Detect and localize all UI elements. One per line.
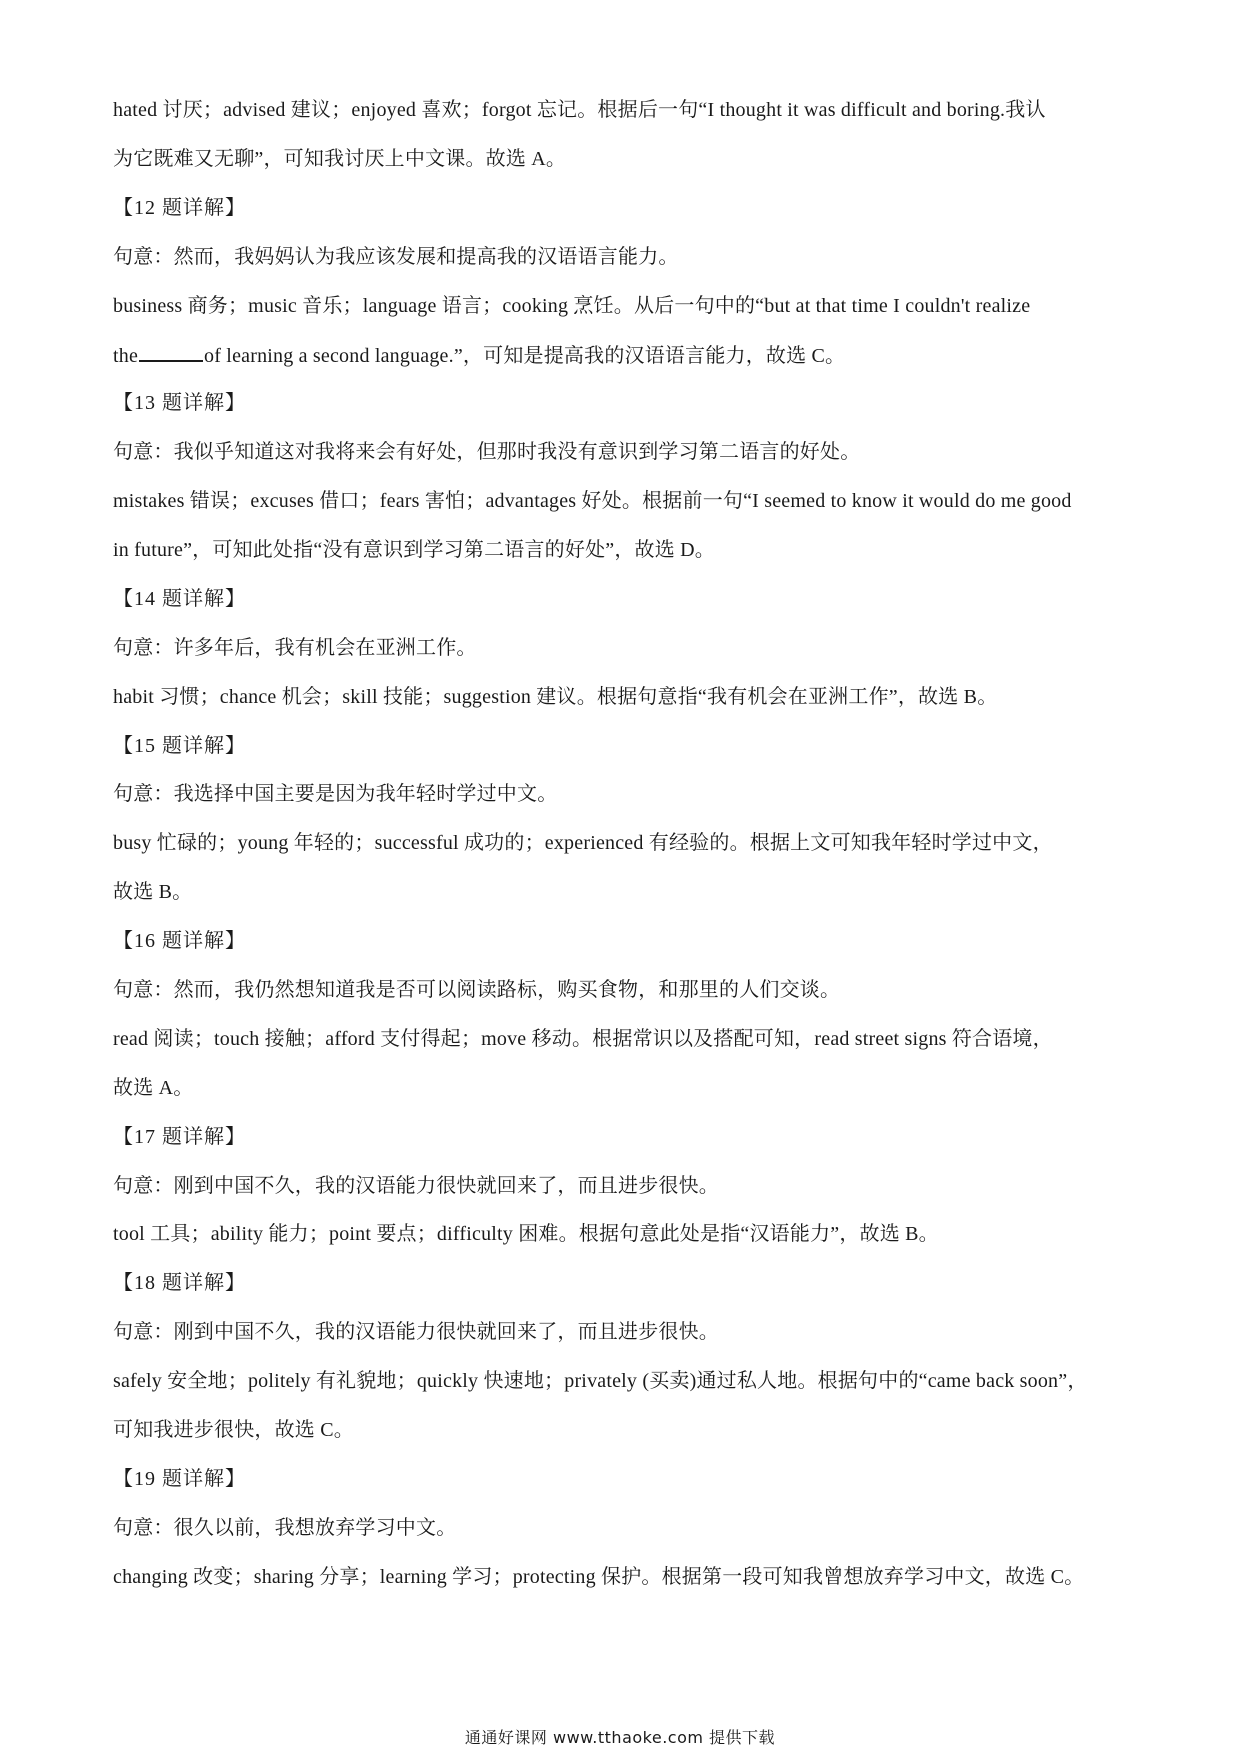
page-footer: 通通好课网 www.tthaoke.com 提供下载 (464, 1728, 776, 1747)
text-before-blank: the (113, 345, 139, 368)
text-line: busy 忙碌的；young 年轻的；successful 成功的；experienced 有经验的。根据上文可知我年轻时学过中文， (113, 832, 1053, 855)
text-line: 为它既难又无聊”，可知我讨厌上中文课。故选 A。 (113, 147, 567, 170)
text-line: 故选 A。 (113, 1076, 194, 1099)
question-heading: 【19 题详解】 (113, 1467, 246, 1490)
text-line: 故选 B。 (113, 881, 193, 904)
question-heading: 【18 题详解】 (113, 1272, 246, 1295)
text-line: 句意：我似乎知道这对我将来会有好处，但那时我没有意识到学习第二语言的好处。 (113, 441, 861, 464)
text-line: mistakes 错误；excuses 借口；fears 害怕；advantages 好处。根据前一句“I seemed to know it would do me good (113, 490, 1072, 513)
question-heading: 【15 题详解】 (113, 734, 246, 757)
text-after-blank: of learning a second language.”，可知是提高我的汉语语言能力，故选 C。 (204, 345, 846, 368)
text-line-with-blank (113, 340, 1138, 368)
text-line: changing 改变；sharing 分享；learning 学习；protecting 保护。根据第一段可知我曾想放弃学习中文，故选 C。 (113, 1565, 1085, 1588)
text-line: 句意：然而，我仍然想知道我是否可以阅读路标，购买食物，和那里的人们交谈。 (113, 979, 841, 1002)
text-line: 句意：然而，我妈妈认为我应该发展和提高我的汉语语言能力。 (113, 245, 679, 268)
text-line: habit 习惯；chance 机会；skill 技能；suggestion 建议。根据句意指“我有机会在亚洲工作”，故选 B。 (113, 685, 998, 708)
text-line: 句意：刚到中国不久，我的汉语能力很快就回来了，而且进步很快。 (113, 1321, 719, 1344)
question-heading: 【12 题详解】 (113, 196, 246, 219)
text-line: business 商务；music 音乐；language 语言；cooking 烹饪。从后一句中的“but at that time I couldn't realize (113, 294, 1031, 317)
question-heading: 【17 题详解】 (113, 1125, 246, 1148)
question-heading: 【16 题详解】 (113, 930, 246, 953)
text-line: read 阅读；touch 接触；afford 支付得起；move 移动。根据常识以及搭配可知，read street signs 符合语境， (113, 1027, 1053, 1050)
text-line: 句意：我选择中国主要是因为我年轻时学过中文。 (113, 783, 558, 806)
text-line: 句意：刚到中国不久，我的汉语能力很快就回来了，而且进步很快。 (113, 1174, 719, 1197)
text-line: tool 工具；ability 能力；point 要点；difficulty 困难。根据句意此处是指“汉语能力”，故选 B。 (113, 1223, 939, 1246)
text-line: 句意：很久以前，我想放弃学习中文。 (113, 1516, 457, 1539)
text-line: in future”，可知此处指“没有意识到学习第二语言的好处”，故选 D。 (113, 539, 715, 562)
question-heading: 【14 题详解】 (113, 587, 246, 610)
question-heading: 【13 题详解】 (113, 392, 246, 415)
text-line: hated 讨厌；advised 建议；enjoyed 喜欢；forgot 忘记。根据后一句“I thought it was difficult and boring.我认 (113, 99, 1046, 121)
text-line: 可知我进步很快，故选 C。 (113, 1419, 354, 1442)
document-body (113, 96, 1138, 1612)
text-line: safely 安全地；politely 有礼貌地；quickly 快速地；privately (买卖)通过私人地。根据句中的“came back soon”， (113, 1370, 1088, 1393)
fill-in-blank (139, 340, 203, 362)
text-line: 句意：许多年后，我有机会在亚洲工作。 (113, 636, 477, 659)
